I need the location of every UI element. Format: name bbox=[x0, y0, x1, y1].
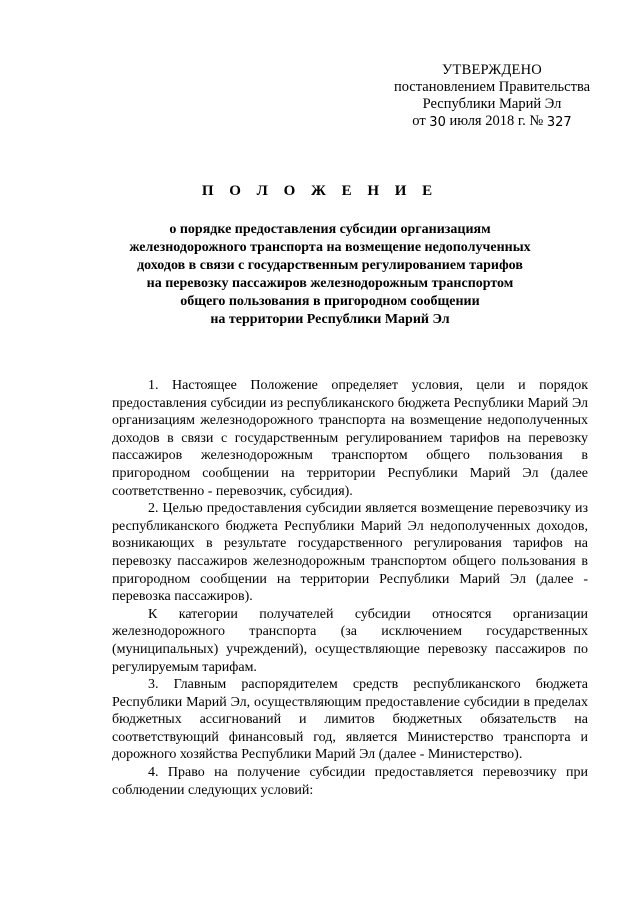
approval-month-year: июля 2018 г. № bbox=[449, 113, 544, 129]
paragraph: К категории получателей субсидии относятся организации железнодорожного транспорта (за исключением государственных (муниципальных) учреждений), осуществляющие перевозку пассажиров по регулируемым тарифам. bbox=[112, 606, 588, 675]
paragraph: 4. Право на получение субсидии предоставляется перевозчику при соблюдении следующих условий: bbox=[112, 765, 588, 798]
subtitle-line: доходов в связи с государственным регулированием тарифов bbox=[137, 258, 523, 273]
approval-number: 327 bbox=[546, 115, 572, 130]
approval-stamp bbox=[368, 62, 616, 130]
approval-date-prefix: от bbox=[412, 113, 426, 129]
document-body bbox=[112, 377, 588, 799]
approval-line-1: постановлением Правительства bbox=[393, 79, 591, 95]
subtitle-line: общего пользования в пригородном сообщении bbox=[180, 294, 480, 309]
approval-day: 30 bbox=[429, 115, 446, 130]
subtitle-line: железнодорожного транспорта на возмещение недополученных bbox=[129, 240, 531, 255]
subtitle-line: на территории Республики Марий Эл bbox=[210, 312, 450, 327]
paragraph: 1. Настоящее Положение определяет условия, цели и порядок предоставления субсидии из республиканского бюджета Республики Марий Эл организациям железнодорожного транспорта на возмещение недополученных доходов в связи с государственным регулированием тарифов на перевозку пассажиров железнодорожным транспортом общего пользования в пригородном сообщении на территории Республики Марий Эл (далее соответственно - перевозчик, субсидия). bbox=[112, 378, 588, 499]
subtitle-line: на перевозку пассажиров железнодорожным транспортом bbox=[146, 276, 514, 291]
subtitle-line: о порядке предоставления субсидии организациям bbox=[169, 222, 491, 237]
paragraph: 2. Целью предоставления субсидии является возмещение перевозчику из республиканского бюджета Республики Марий Эл недополученных доходов, возникающих в результате государственного регулирования тарифов на перевозку пассажиров железнодорожным транспортом общего пользования в пригородном сообщении на территории Республики Марий Эл (далее - перевозка пассажиров). bbox=[112, 501, 588, 605]
document-title: П О Л О Ж Е Н И Е bbox=[201, 183, 439, 199]
approval-date-line bbox=[368, 113, 616, 130]
approval-heading: УТВЕРЖДЕНО bbox=[442, 62, 542, 78]
approval-line-2: Республики Марий Эл bbox=[422, 96, 562, 112]
document-subtitle bbox=[90, 221, 570, 329]
paragraph: 3. Главным распорядителем средств республиканского бюджета Республики Марий Эл, осуществляющим предоставление субсидии в пределах бюджетных ассигнований и лимитов бюджетных обязательств на соответствующий финансовый год, является Министерство транспорта и дорожного хозяйства Республики Марий Эл (далее - Министерство). bbox=[112, 677, 588, 763]
